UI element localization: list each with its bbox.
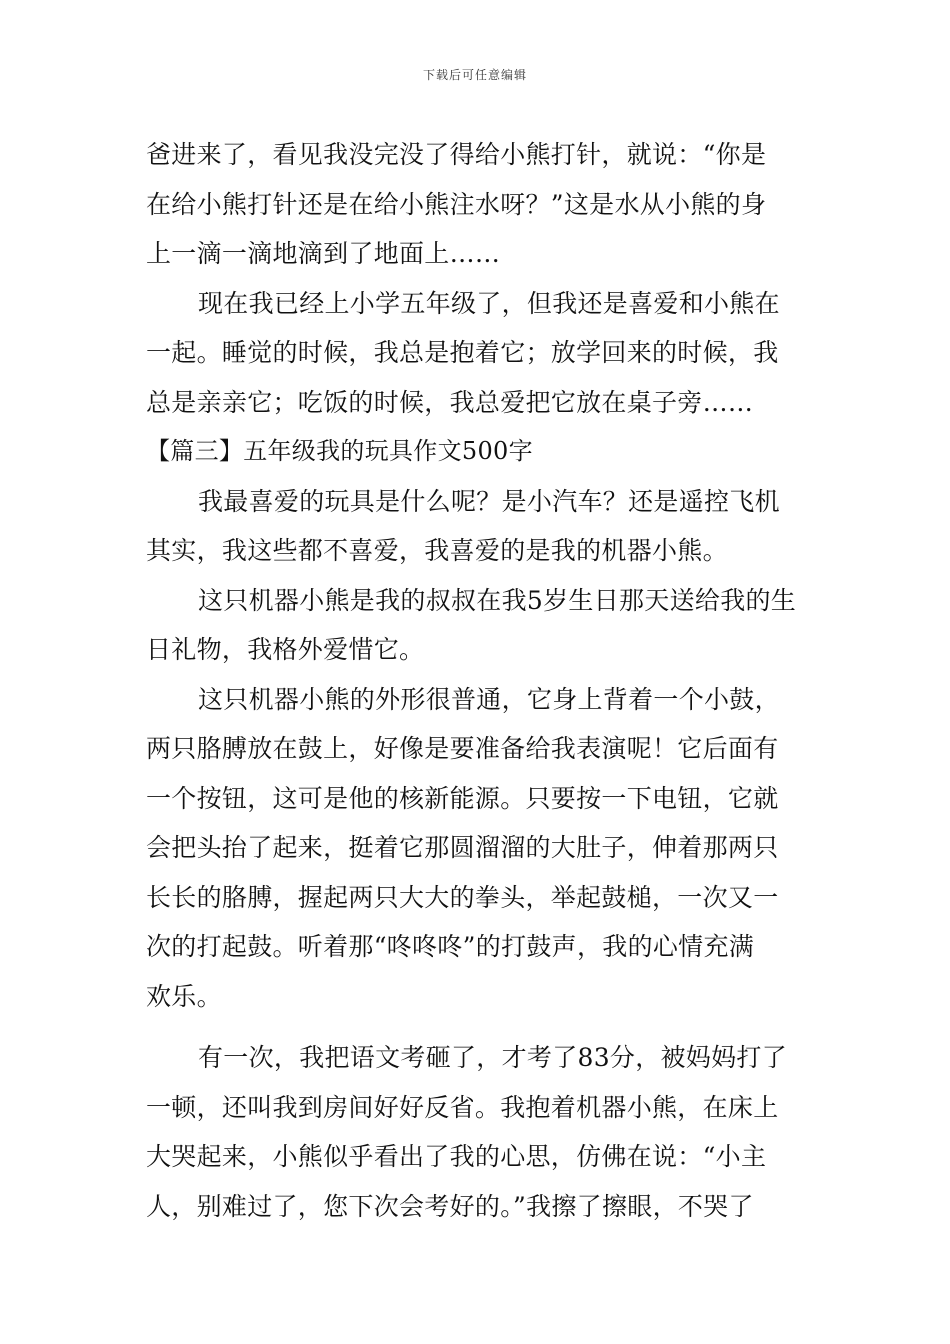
paragraph-gap: [146, 1021, 808, 1033]
page-header: 下载后可任意编辑: [422, 68, 527, 82]
text-line: 有一次，我把语文考砸了，才考了83分，被妈妈打了: [198, 1043, 788, 1072]
section-heading: 【篇三】五年级我的玩具作文500字: [146, 437, 533, 465]
text-line: 次的打起鼓。听着那“咚咚咚”的打鼓声，我的心情充满: [146, 932, 755, 961]
text-line: 其实，我这些都不喜爱，我喜爱的是我的机器小熊。: [146, 536, 728, 565]
text-line: 上一滴一滴地滴到了地面上……: [146, 239, 501, 268]
text-line: 两只胳膊放在鼓上，好像是要准备给我表演呢！它后面有: [146, 734, 779, 763]
text-line: 欢乐。: [146, 981, 222, 1011]
text-line: 这只机器小熊的外形很普通，它身上背着一个小鼓，: [198, 684, 780, 714]
text-line: 一顿，还叫我到房间好好反省。我抱着机器小熊，在床上: [146, 1092, 779, 1122]
text-line: 日礼物，我格外爱惜它。: [146, 635, 425, 664]
text-line: 在给小熊打针还是在给小熊注水呀？”这是水从小熊的身: [146, 189, 767, 219]
text-line: 这只机器小熊是我的叔叔在我5岁生日那天送给我的生: [198, 585, 797, 615]
text-line: 一起。睡觉的时候，我总是抱着它；放学回来的时候，我: [146, 338, 779, 367]
text-line: 人，别难过了，您下次会考好的。”我擦了擦眼，不哭了: [146, 1191, 754, 1221]
text-line: 爸进来了，看见我没完没了得给小熊打针，就说：“你是: [146, 140, 767, 169]
text-line: 现在我已经上小学五年级了，但我还是喜爱和小熊在: [198, 288, 780, 318]
essay-body: [146, 130, 808, 1231]
text-line: 大哭起来，小熊似乎看出了我的心思，仿佛在说：“小主: [146, 1142, 767, 1171]
text-line: 会把头抬了起来，挺着它那圆溜溜的大肚子，伸着那两只: [146, 833, 779, 862]
text-line: 长长的胳膊，握起两只大大的拳头，举起鼓槌，一次又一: [146, 882, 779, 912]
text-line: 我最喜爱的玩具是什么呢？是小汽车？还是遥控飞机: [198, 486, 780, 516]
text-line: 一个按钮，这可是他的核新能源。只要按一下电钮，它就: [146, 783, 779, 813]
text-line: 总是亲亲它；吃饭的时候，我总爱把它放在桌子旁……: [146, 387, 754, 417]
